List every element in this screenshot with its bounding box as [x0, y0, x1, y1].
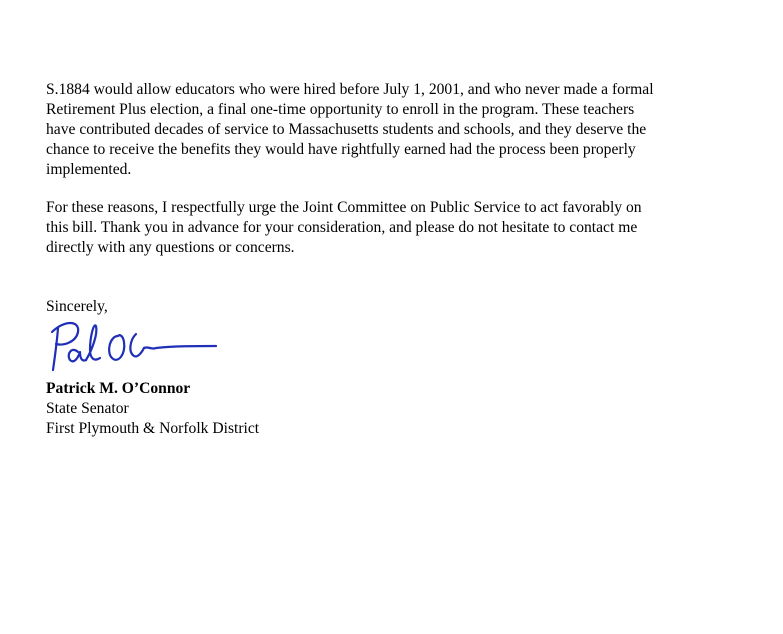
closing-salutation: Sincerely, [46, 298, 108, 315]
signer-title: State Senator [46, 400, 129, 417]
signer-name: Patrick M. O’Connor [46, 380, 191, 397]
body-paragraph-1 [46, 80, 736, 180]
paragraph-line: implemented. [46, 161, 132, 178]
paragraph-line: Retirement Plus election, a final one-time opportunity to enroll in the program. These teachers [46, 101, 635, 118]
paragraph-line: this bill. Thank you in advance for your consideration, and please do not hesitate to contact me [46, 219, 638, 236]
body-paragraph-2 [46, 198, 736, 258]
signature-block [46, 379, 259, 439]
signer-district: First Plymouth & Norfolk District [46, 420, 260, 437]
paragraph-line: S.1884 would allow educators who were hired before July 1, 2001, and who never made a formal [46, 81, 654, 98]
paragraph-line: directly with any questions or concerns. [46, 239, 295, 256]
paragraph-line: chance to receive the benefits they would have rightfully earned had the process been properly [46, 141, 636, 158]
paragraph-line: have contributed decades of service to Massachusetts students and schools, and they deserve the [46, 121, 647, 138]
handwritten-signature [44, 312, 224, 378]
paragraph-line: For these reasons, I respectfully urge the Joint Committee on Public Service to act favorably on [46, 199, 642, 216]
